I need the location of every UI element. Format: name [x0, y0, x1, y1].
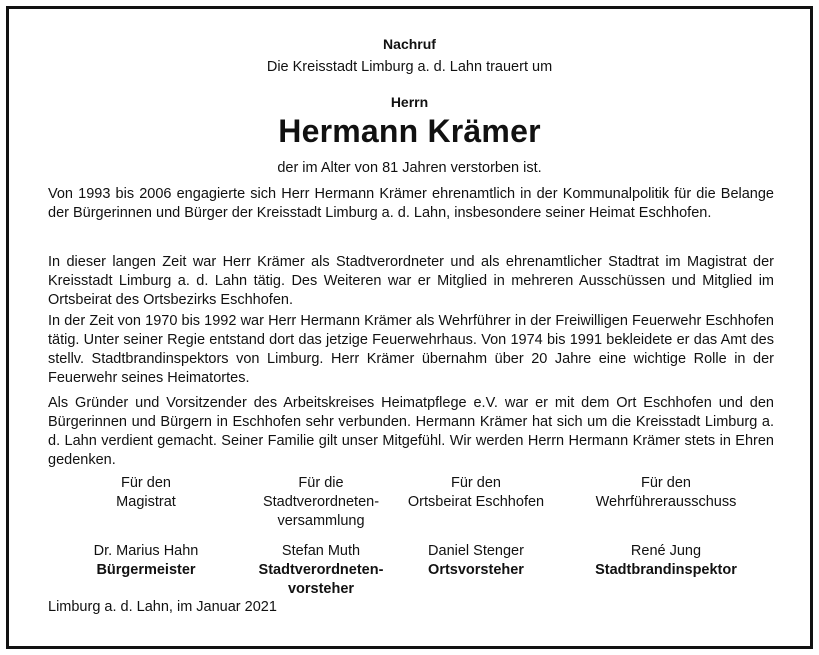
paragraph: Als Gründer und Vorsitzender des Arbeitskreises Heimatpflege e.V. war er mit dem Ort Eschhofen und den Bürgerinnen und Bürgern in Eschhofen sehr verbunden. Hermann Krämer hat sich um die Kreisstadt Limburg a. d. Lahn verdient gemacht. Seiner Familie gilt unser Mitgefühl. Wir werden Herrn Hermann Krämer stets in Ehren gedenken.: [48, 395, 774, 468]
signatory-body: Wehrführerausschuss: [595, 494, 737, 510]
signatory-name: Daniel Stenger: [428, 543, 524, 559]
intro-line: Die Kreisstadt Limburg a. d. Lahn trauert um: [266, 59, 553, 75]
signatory-for: Für den: [641, 475, 691, 491]
signatory-role: Stadtbrandinspektor: [595, 562, 737, 578]
signatory-person-block: [61, 542, 231, 580]
deceased-name: Hermann Krämer: [278, 113, 541, 149]
signatory-role: Ortsvorsteher: [428, 562, 524, 578]
paragraph: In dieser langen Zeit war Herr Krämer als Stadtverordneter und als ehrenamtlicher Stadtrat im Magistrat der Kreisstadt Limburg a. d. Lahn tätig. Des Weiteren war er Mitglied in mehreren Ausschüssen und Mitglied im Ortsbeirat des Ortsbezirks Eschhofen.: [48, 254, 774, 308]
signatory-column: [581, 474, 751, 512]
signatory-name: René Jung: [630, 543, 702, 559]
signatory-column: [391, 474, 561, 512]
signatory-for: Für den: [121, 475, 171, 491]
honorific: Herrn: [390, 94, 429, 110]
age-line: der im Alter von 81 Jahren verstorben ist.: [277, 160, 542, 176]
signatory-column: [236, 474, 406, 531]
signatory-column: [61, 474, 231, 512]
signatory-person-block: [581, 542, 751, 580]
obituary-title: Nachruf: [383, 36, 436, 52]
signatory-role: Bürgermeister: [96, 562, 196, 578]
place-date: Limburg a. d. Lahn, im Januar 2021: [48, 599, 277, 615]
signatory-person-block: [236, 542, 406, 599]
signatory-body: Stadtverordneten-: [262, 494, 380, 510]
paragraph: In der Zeit von 1970 bis 1992 war Herr Hermann Krämer als Wehrführer in der Freiwilligen Feuerwehr Eschhofen tätig. Unter seiner Regie entstand dort das jetzige Feuerwehrhaus. Von 1974 bis 1991 bekleidete er das Amt des stellv. Stadtbrandinspektors von Limburg. Herr Krämer übernahm über 20 Jahre eine wichtige Rolle in der Feuerwehr seines Heimatortes.: [48, 313, 774, 386]
signatory-role: Stadtverordneten-: [258, 562, 384, 578]
signatory-name: Dr. Marius Hahn: [93, 543, 199, 559]
signatory-body: Ortsbeirat Eschhofen: [407, 494, 545, 510]
signatory-for: Für den: [451, 475, 501, 491]
paragraph: Von 1993 bis 2006 engagierte sich Herr Hermann Krämer ehrenamtlich in der Kommunalpolitik für die Belange der Bürgerinnen und Bürger der Kreisstadt Limburg a. d. Lahn, insbesondere seiner Heimat Eschhofen.: [48, 186, 774, 221]
signatory-role: vorsteher: [287, 581, 355, 597]
signatory-person-block: [391, 542, 561, 580]
signatory-name: Stefan Muth: [281, 543, 361, 559]
signatory-for: Für die: [298, 475, 344, 491]
signatory-body: versammlung: [277, 513, 365, 529]
signatory-body: Magistrat: [116, 494, 176, 510]
obituary-frame: [6, 6, 813, 649]
